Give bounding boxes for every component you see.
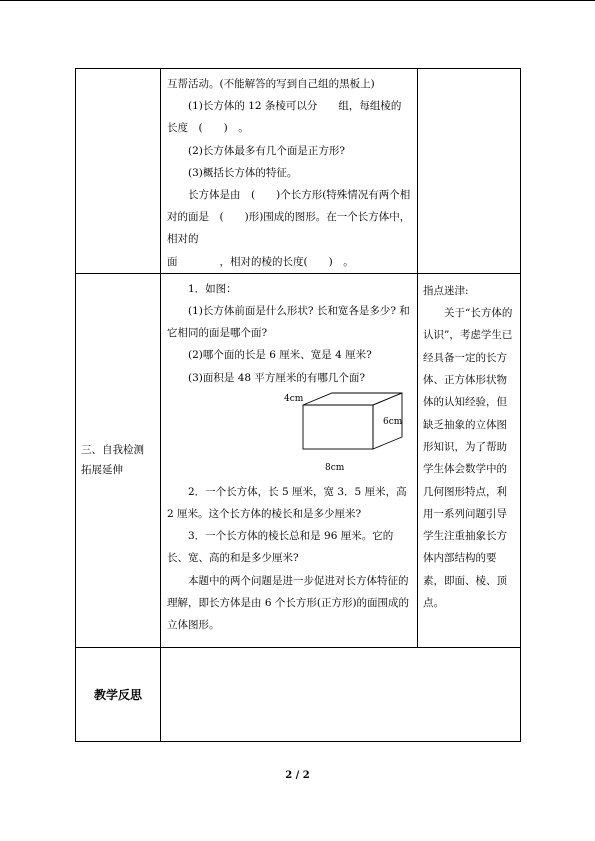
tips-title: 指点迷津:	[423, 284, 469, 297]
exercise-line: 2．一个长方体，长 5 厘米，宽 3．5 厘米，高 2 厘米。这个长方体的棱长和是多少厘米?	[167, 485, 407, 521]
cuboid-height-label: 6cm	[383, 416, 403, 427]
activity-line: (3)概括长方体的特征。	[188, 166, 298, 179]
cuboid-figure	[167, 391, 412, 477]
exercise-line: (3)面积是 48 平方厘米的有哪几个面?	[188, 371, 366, 384]
empty-label-cell	[76, 69, 161, 274]
activity-line: (2)长方体最多有几个面是正方形?	[188, 144, 346, 157]
section-label-line: 三、自我检测	[81, 444, 144, 457]
table-row-reflection	[76, 647, 521, 741]
reflection-cell	[161, 647, 521, 741]
activity-line: (1)长方体的 12 条棱可以分 组，每组棱的长度 ( ) 。	[167, 100, 402, 135]
section-label-line: 拓展延伸	[81, 464, 123, 477]
section-label-cell	[76, 273, 161, 647]
exercise-line: (2)哪个面的长是 6 厘米、宽是 4 厘米?	[188, 349, 372, 362]
exercise-cell	[161, 273, 418, 647]
activity-line: 面 ，相对的棱的长度( ) 。	[167, 255, 354, 268]
cuboid-width-label: 4cm	[284, 393, 304, 404]
activity-line: 互帮活动。(不能解答的写到自己组的黑板上)	[167, 78, 375, 90]
exercise-line: 3．一个长方体的棱长总和是 96 厘米。它的长、宽、高的和是多少厘米?	[167, 530, 394, 565]
cuboid-front-face	[303, 405, 373, 449]
exercise-line: 本题中的两个问题是进一步促进对长方体特征的理解，即长方体是由 6 个长方形(正方形)的面围成的立体图形。	[167, 574, 410, 632]
header-rule	[0, 0, 595, 1]
table-row-self-check	[76, 273, 521, 647]
lesson-plan-table	[75, 68, 521, 742]
page-number: 2 / 2	[285, 770, 310, 781]
cuboid-length-label: 8cm	[325, 462, 345, 473]
tips-cell	[418, 273, 521, 647]
tips-body: 关于“长方体的认识”，考虑学生已经具备一定的长方体、正方体形状物体的认知经验，但缺乏抽象的立体图形知识，为了帮助学生体会数学中的几何图形特点，利用一系列问题引导学生注重抽象长方体内部结构的要素，即面、棱、顶点。	[423, 307, 513, 609]
activity-line: 长方体是由 ( )个长方形(特殊情况有两个相对的面是 ( )形)围成的图形。在一个长方体中，相对的	[167, 189, 411, 246]
exercise-line: 1．如图：	[188, 282, 237, 295]
table-row-activity	[76, 69, 521, 274]
reflection-label: 教学反思	[76, 647, 161, 741]
empty-side-cell	[418, 69, 521, 274]
activity-cell	[161, 69, 418, 274]
exercise-line: (1)长方体前面是什么形状? 长和宽各是多少? 和它相同的面是哪个面?	[167, 305, 410, 340]
